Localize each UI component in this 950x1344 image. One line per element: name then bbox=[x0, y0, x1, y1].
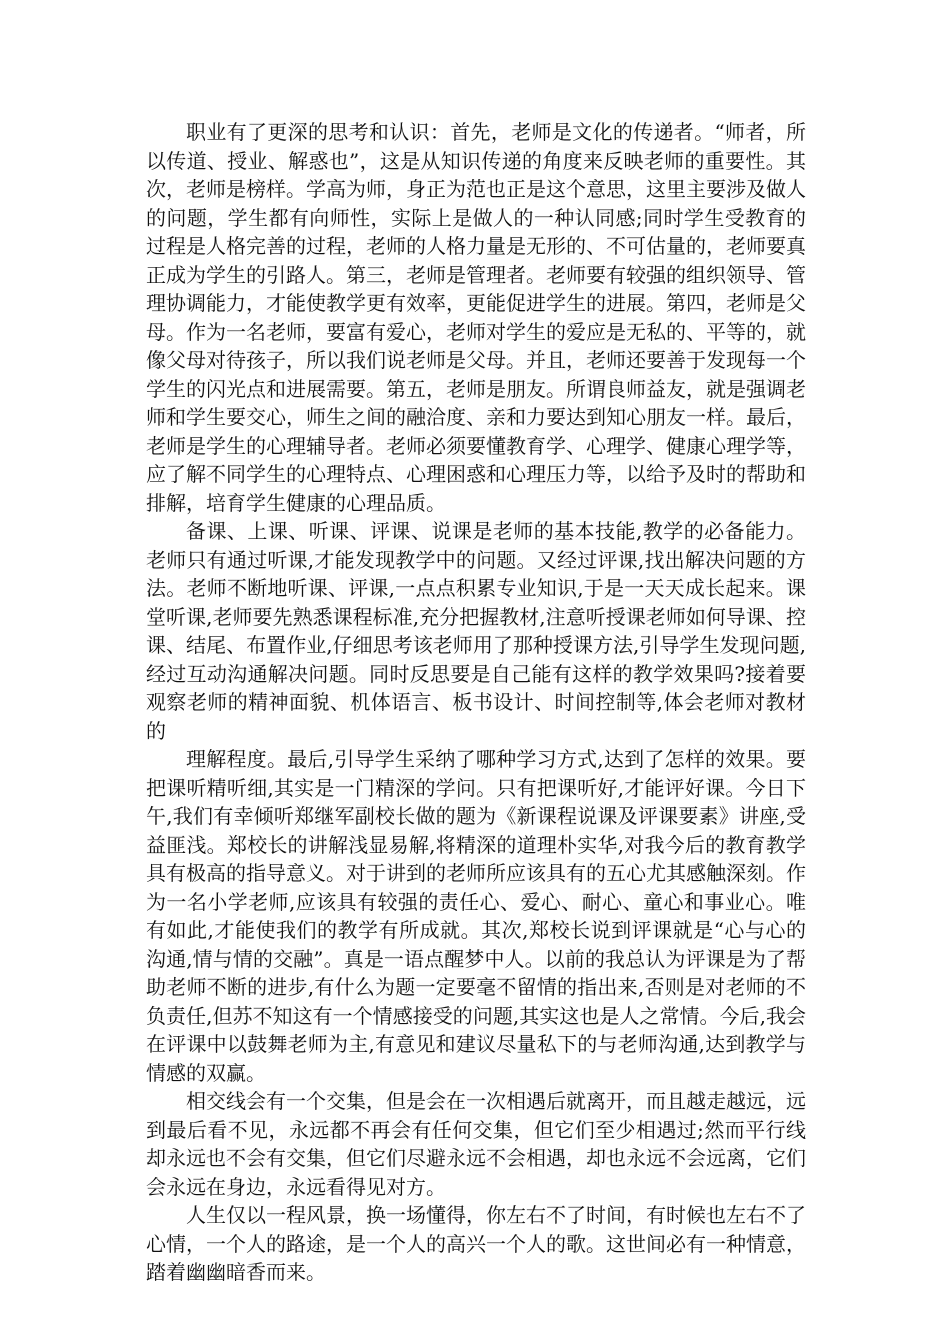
paragraph-intersecting-lines: 相交线会有一个交集，但是会在一次相遇后就离开，而且越走越远，远到最后看不见，永远都不再会有任何交集，但它们至少相遇过;然而平行线却永远也不会有交集，但它们尽避永远不会相遇，却也永远不会远离，它们会永远在身边，永远看得见对方。 bbox=[146, 1089, 806, 1199]
document-body bbox=[146, 118, 806, 1287]
paragraph-life-scenery: 人生仅以一程风景，换一场懂得，你左右不了时间，有时候也左右不了心情，一个人的路途，是一个人的高兴一个人的歌。这世间必有一种情意，踏着幽幽暗香而来。 bbox=[146, 1203, 806, 1284]
paragraph-lesson-observation: 备课、上课、听课、评课、说课是老师的基本技能,教学的必备能力。老师只有通过听课,才能发现教学中的问题。又经过评课,找出解决问题的方法。老师不断地听课、评课,一点点积累专业知识,于是一天天成长起来。课堂听课,老师要先熟悉课程标准,充分把握教材,注意听授课老师如何导课、控课、结尾、布置作业,仔细思考该老师用了那种授课方法,引导学生发现问题,经过互动沟通解决问题。同时反思要是自己能有这样的教学效果吗?接着要观察老师的精神面貌、机体语言、板书设计、时间控制等,体会老师对教材的 bbox=[146, 519, 806, 743]
paragraph-teacher-roles: 职业有了更深的思考和认识：首先，老师是文化的传递者。“师者，所以传道、授业、解惑也”，这是从知识传递的角度来反映老师的重要性。其次，老师是榜样。学高为师，身正为范也正是这个意思，这里主要涉及做人的问题，学生都有向师性，实际上是做人的一种认同感;同时学生受教育的过程是人格完善的过程，老师的人格力量是无形的、不可估量的，老师要真正成为学生的引路人。第三，老师是管理者。老师要有较强的组织领导、管理协调能力，才能使教学更有效率，更能促进学生的进展。第四，老师是父母。作为一名老师，要富有爱心，老师对学生的爱应是无私的、平等的，就像父母对待孩子，所以我们说老师是父母。并且，老师还要善于发现每一个学生的闪光点和进展需要。第五，老师是朋友。所谓良师益友，就是强调老师和学生要交心，师生之间的融洽度、亲和力要达到知心朋友一样。最后，老师是学生的心理辅导者。老师必须要懂教育学、心理学、健康心理学等，应了解不同学生的心理特点、心理困惑和心理压力等，以给予及时的帮助和排解，培育学生健康的心理品质。 bbox=[146, 120, 806, 515]
paragraph-evaluation-lecture: 理解程度。最后,引导学生采纳了哪种学习方式,达到了怎样的效果。要把课听精听细,其实是一门精深的学问。只有把课听好,才能评好课。今日下午,我们有幸倾听郑继军副校长做的题为《新课程说课及评课要素》讲座,受益匪浅。郑校长的讲解浅显易解,将精深的道理朴实华,对我今后的教育教学具有极高的指导意义。对于讲到的老师所应该具有的五心尤其感触深刻。作为一名小学老师,应该具有较强的责任心、爱心、耐心、童心和事业心。唯有如此,才能使我们的教学有所成就。其次,郑校长说到评课就是“心与心的沟通,情与情的交融”。真是一语点醒梦中人。以前的我总认为评课是为了帮助老师不断的进步,有什么为题一定要毫不留情的指出来,否则是对老师的不负责任,但苏不知这有一个情感接受的问题,其实这也是人之常情。今后,我会在评课中以鼓舞老师为主,有意见和建议尽量私下的与老师沟通,达到教学与情感的双赢。 bbox=[146, 747, 806, 1085]
